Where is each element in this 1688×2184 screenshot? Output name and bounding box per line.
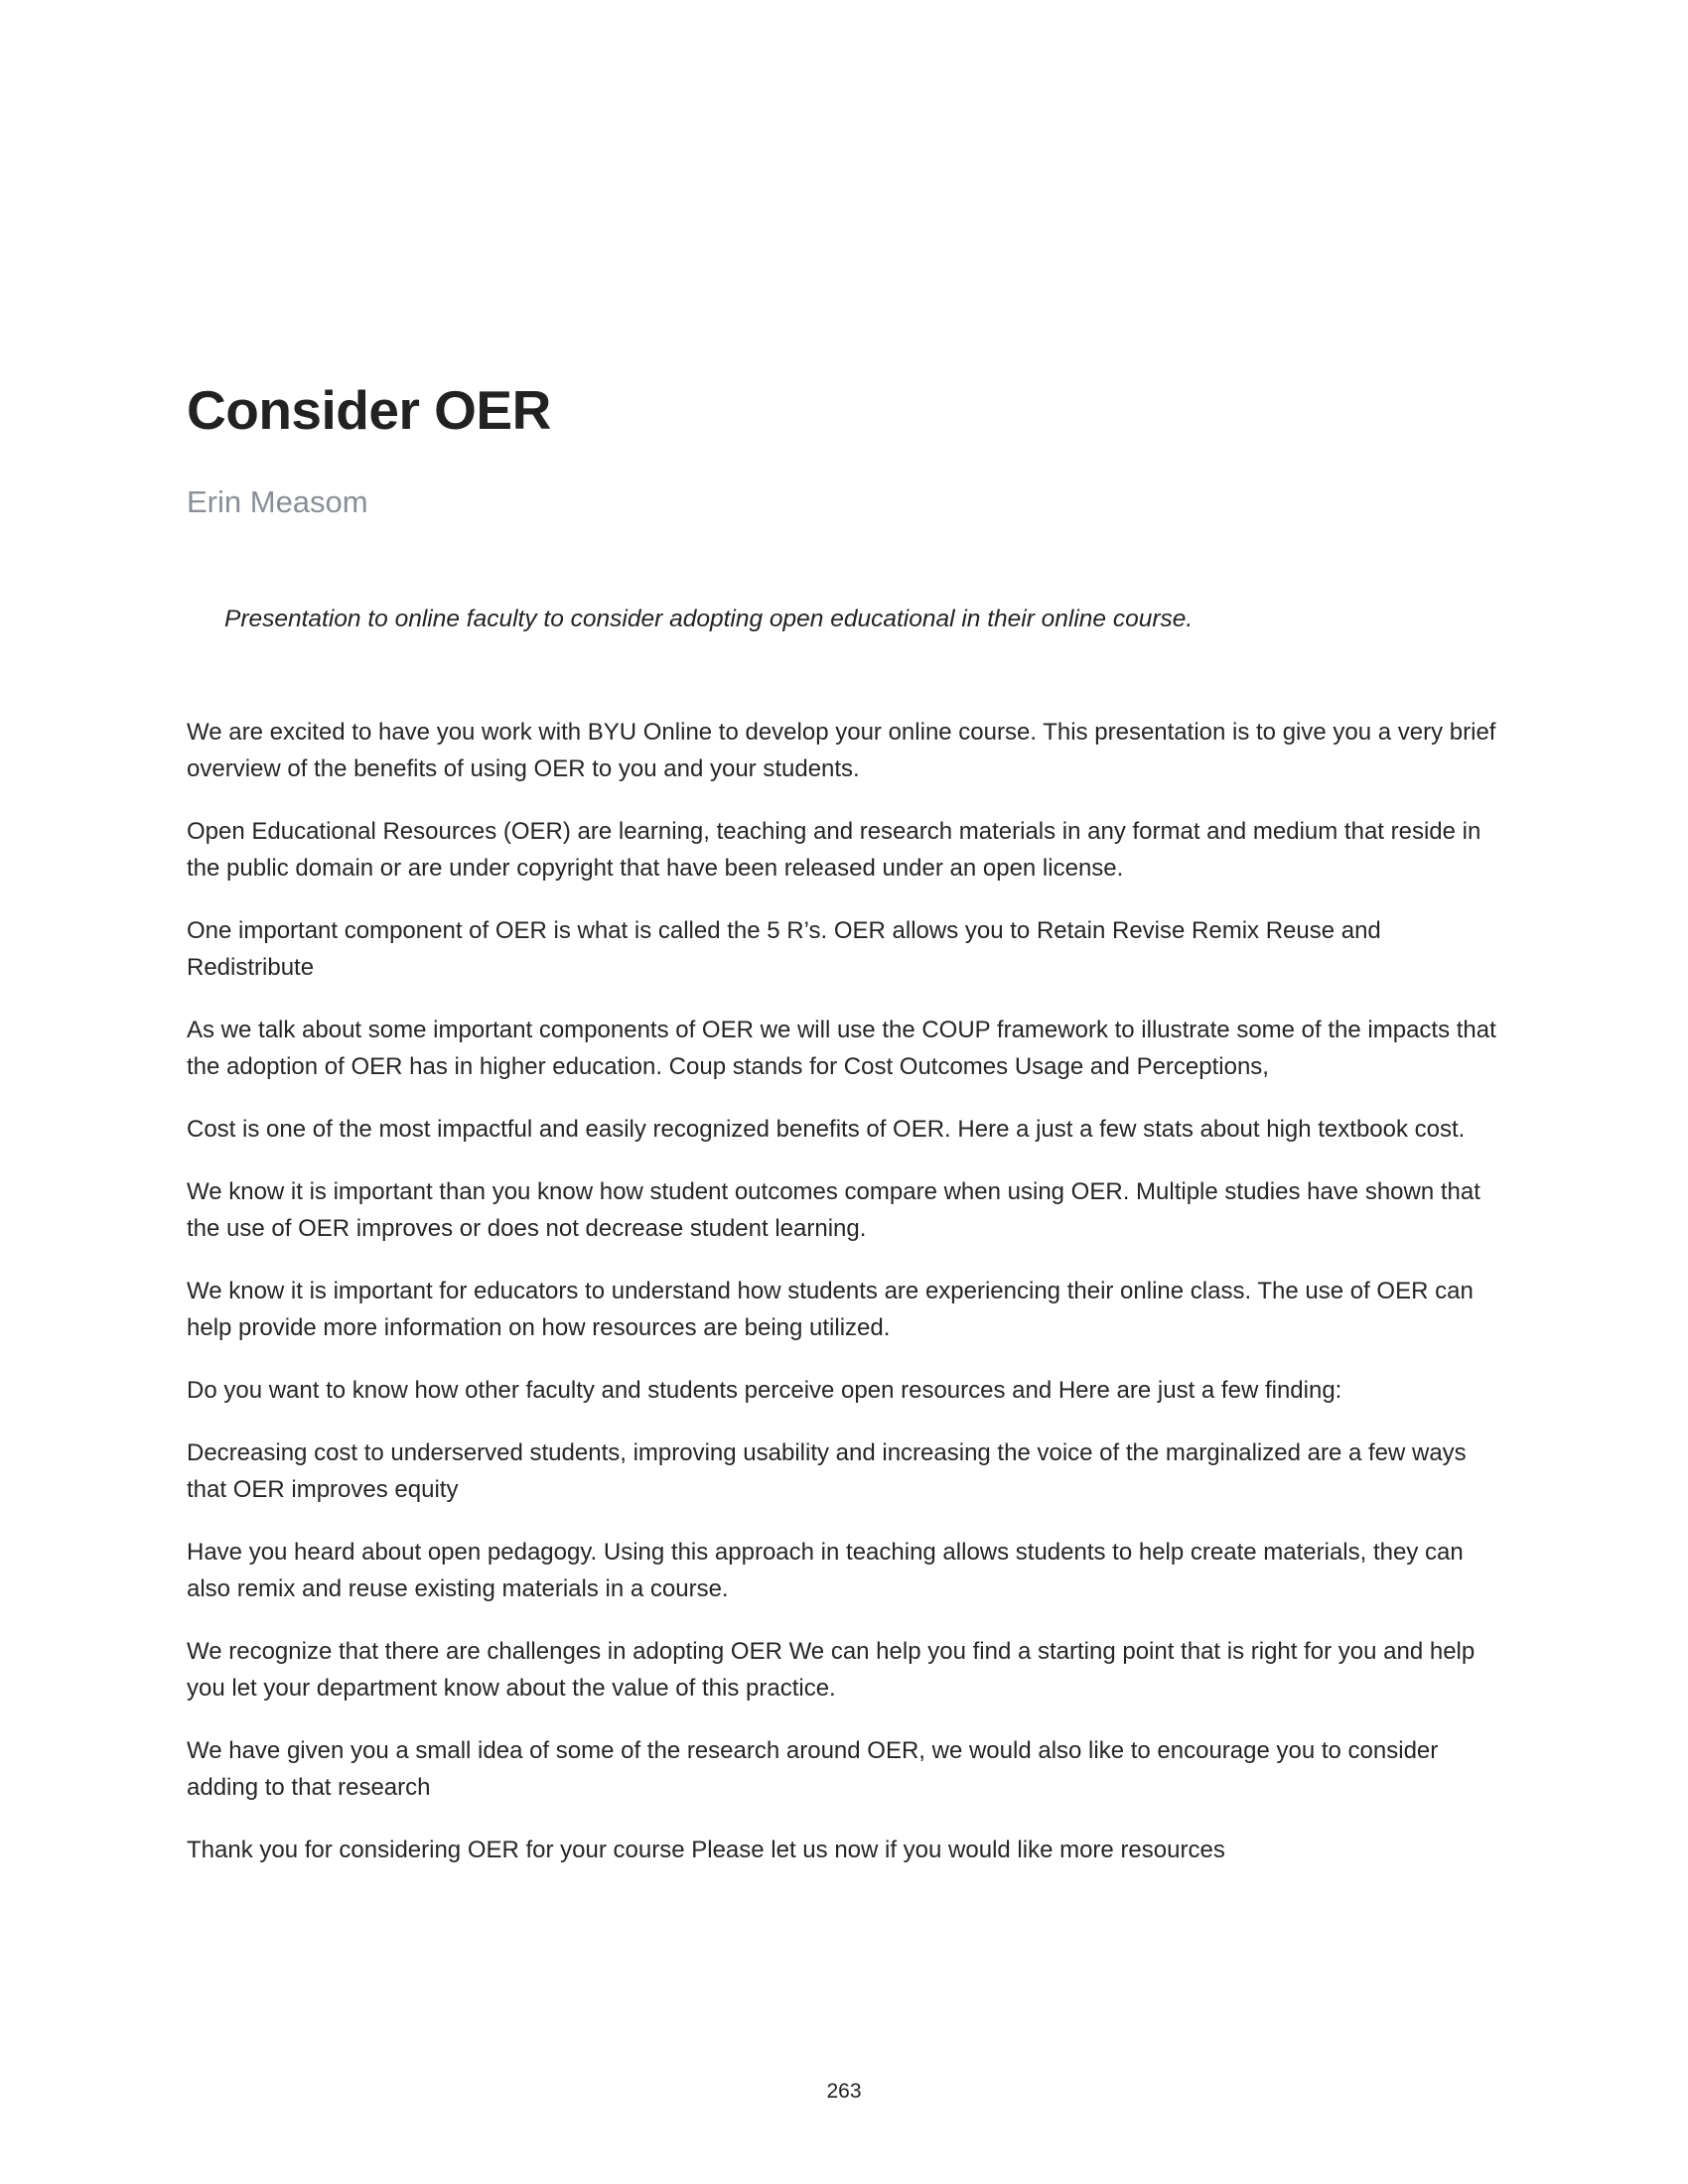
paragraph: We recognize that there are challenges in adopting OER We can help you find a starting point that is right for you and help you let your department know about the value of this practice. <box>187 1638 1476 1702</box>
page-number: 263 <box>826 2080 862 2103</box>
paragraph: We know it is important than you know how student outcomes compare when using OER. Multiple studies have shown that the use of OER improves or does not decrease student learning. <box>187 1178 1480 1242</box>
paragraph: We know it is important for educators to understand how students are experiencing their online class. The use of OER can help provide more information on how resources are being utilized. <box>187 1278 1474 1341</box>
paragraph: Do you want to know how other faculty and students perceive open resources and Here are just a few finding: <box>187 1377 1342 1404</box>
paragraph: As we talk about some important components of OER we will use the COUP framework to illustrate some of the impacts that the adoption of OER has in higher education. Coup stands for Cost Outcomes Usage and Perceptions, <box>187 1017 1496 1080</box>
paragraph: Thank you for considering OER for your course Please let us now if you would like more resources <box>187 1837 1225 1863</box>
paragraph: Cost is one of the most impactful and easily recognized benefits of OER. Here a just a few stats about high textbook cost. <box>187 1116 1466 1143</box>
paragraph: We are excited to have you work with BYU Online to develop your online course. This presentation is to give you a very brief overview of the benefits of using OER to you and your students. <box>187 719 1496 782</box>
paragraph: We have given you a small idea of some of the research around OER, we would also like to encourage you to consider adding to that research <box>187 1737 1439 1801</box>
abstract: Presentation to online faculty to consider adopting open educational in their online course. <box>224 606 1194 632</box>
page-title: Consider OER <box>187 379 551 441</box>
paragraph: Have you heard about open pedagogy. Using this approach in teaching allows students to help create materials, they can also remix and reuse existing materials in a course. <box>187 1539 1464 1602</box>
body-text <box>187 714 1507 1894</box>
author-name: Erin Measom <box>187 484 368 519</box>
paragraph: Decreasing cost to underserved students, improving usability and increasing the voice of the marginalized are a few ways that OER improves equity <box>187 1439 1467 1503</box>
paragraph: One important component of OER is what is called the 5 R’s. OER allows you to Retain Revise Remix Reuse and Redistribute <box>187 917 1381 981</box>
paragraph: Open Educational Resources (OER) are learning, teaching and research materials in any format and medium that reside in the public domain or are under copyright that have been released under an open license. <box>187 818 1481 882</box>
